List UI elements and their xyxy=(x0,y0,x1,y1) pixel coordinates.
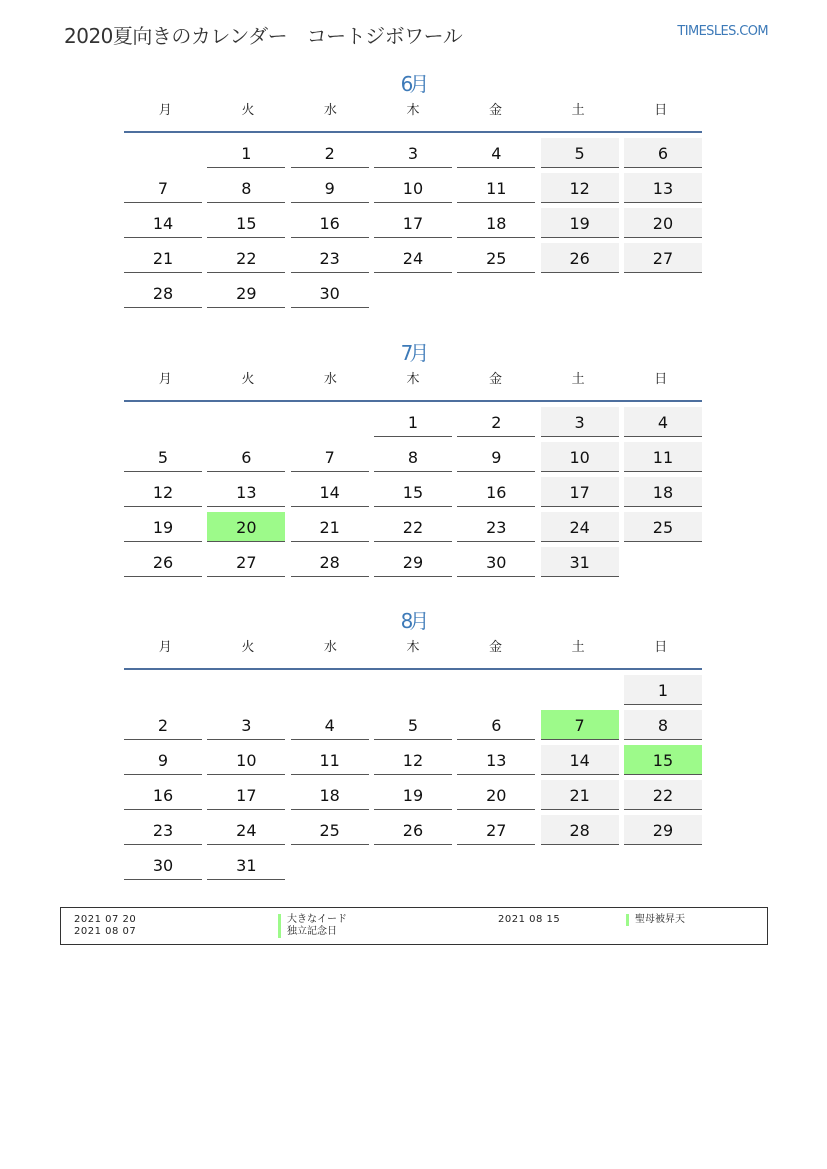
day-cell: 17 xyxy=(374,208,452,238)
day-cell: 1 xyxy=(374,407,452,437)
holiday-legend xyxy=(60,907,768,945)
day-cell: 19 xyxy=(541,208,619,238)
day-cell: 13 xyxy=(624,173,702,203)
day-cell: 21 xyxy=(291,512,369,542)
weekday-label: 月 xyxy=(158,640,172,655)
day-cell: 4 xyxy=(291,710,369,740)
legend-holiday-name: 独立記念日 xyxy=(278,926,337,938)
day-cell: 2 xyxy=(291,138,369,168)
day-cell: 30 xyxy=(291,278,369,308)
day-cell: 14 xyxy=(124,208,202,238)
weekday-label: 火 xyxy=(241,103,255,118)
empty-cell xyxy=(124,675,202,705)
day-cell: 16 xyxy=(124,780,202,810)
day-cell: 17 xyxy=(207,780,285,810)
day-cell: 16 xyxy=(291,208,369,238)
day-cell: 7 xyxy=(124,173,202,203)
day-cell: 27 xyxy=(207,547,285,577)
weekday-label: 日 xyxy=(654,640,668,655)
day-cell: 29 xyxy=(374,547,452,577)
weekday-header xyxy=(124,101,702,133)
day-cell: 24 xyxy=(207,815,285,845)
weekday-header xyxy=(124,370,702,402)
day-cell: 16 xyxy=(457,477,535,507)
weekday-label: 金 xyxy=(489,640,503,655)
day-cell: 24 xyxy=(374,243,452,273)
day-cell: 11 xyxy=(624,442,702,472)
day-cell: 4 xyxy=(624,407,702,437)
day-cell: 23 xyxy=(457,512,535,542)
day-cell: 27 xyxy=(624,243,702,273)
holiday-day-cell: 20 xyxy=(207,512,285,542)
day-cell: 13 xyxy=(207,477,285,507)
day-cell: 31 xyxy=(207,850,285,880)
day-cell: 5 xyxy=(124,442,202,472)
day-grid xyxy=(124,138,702,308)
weekday-label: 土 xyxy=(571,103,585,118)
empty-cell xyxy=(291,675,369,705)
day-grid xyxy=(124,407,702,577)
weekday-label: 水 xyxy=(323,640,337,655)
day-cell: 13 xyxy=(457,745,535,775)
site-link[interactable]: TIMESLES.COM xyxy=(677,24,768,39)
day-cell: 14 xyxy=(291,477,369,507)
day-cell: 17 xyxy=(541,477,619,507)
day-cell: 6 xyxy=(624,138,702,168)
day-cell: 7 xyxy=(291,442,369,472)
day-cell: 22 xyxy=(374,512,452,542)
day-cell: 12 xyxy=(374,745,452,775)
day-cell: 25 xyxy=(624,512,702,542)
weekday-label: 木 xyxy=(406,103,420,118)
empty-cell xyxy=(457,675,535,705)
weekday-label: 金 xyxy=(489,372,503,387)
day-cell: 11 xyxy=(291,745,369,775)
empty-cell xyxy=(207,407,285,437)
day-cell: 9 xyxy=(291,173,369,203)
day-cell: 14 xyxy=(541,745,619,775)
day-cell: 5 xyxy=(541,138,619,168)
day-cell: 1 xyxy=(207,138,285,168)
day-cell: 3 xyxy=(374,138,452,168)
weekday-label: 日 xyxy=(654,372,668,387)
legend-date: 2021 08 07 xyxy=(74,926,137,937)
day-cell: 18 xyxy=(457,208,535,238)
day-cell: 19 xyxy=(124,512,202,542)
empty-cell xyxy=(124,138,202,168)
day-cell: 31 xyxy=(541,547,619,577)
weekday-label: 土 xyxy=(571,640,585,655)
day-cell: 18 xyxy=(291,780,369,810)
month-title: 8月 xyxy=(400,609,426,633)
day-cell: 1 xyxy=(624,675,702,705)
day-cell: 2 xyxy=(124,710,202,740)
day-cell: 24 xyxy=(541,512,619,542)
day-grid xyxy=(124,675,702,880)
weekday-label: 木 xyxy=(406,372,420,387)
weekday-label: 日 xyxy=(654,103,668,118)
day-cell: 10 xyxy=(541,442,619,472)
day-cell: 25 xyxy=(457,243,535,273)
weekday-label: 火 xyxy=(241,640,255,655)
day-cell: 27 xyxy=(457,815,535,845)
weekday-label: 月 xyxy=(158,103,172,118)
empty-cell xyxy=(124,407,202,437)
day-cell: 3 xyxy=(207,710,285,740)
weekday-label: 金 xyxy=(489,103,503,118)
day-cell: 30 xyxy=(124,850,202,880)
day-cell: 11 xyxy=(457,173,535,203)
day-cell: 28 xyxy=(124,278,202,308)
day-cell: 9 xyxy=(457,442,535,472)
day-cell: 10 xyxy=(207,745,285,775)
day-cell: 23 xyxy=(124,815,202,845)
day-cell: 30 xyxy=(457,547,535,577)
page-title: 2020夏向きのカレンダー コートジボワール xyxy=(64,24,463,48)
day-cell: 28 xyxy=(291,547,369,577)
day-cell: 26 xyxy=(124,547,202,577)
day-cell: 22 xyxy=(624,780,702,810)
empty-cell xyxy=(541,675,619,705)
day-cell: 25 xyxy=(291,815,369,845)
day-cell: 12 xyxy=(541,173,619,203)
day-cell: 29 xyxy=(207,278,285,308)
weekday-label: 水 xyxy=(323,103,337,118)
holiday-day-cell: 7 xyxy=(541,710,619,740)
day-cell: 26 xyxy=(541,243,619,273)
weekday-label: 木 xyxy=(406,640,420,655)
day-cell: 3 xyxy=(541,407,619,437)
empty-cell xyxy=(207,675,285,705)
day-cell: 9 xyxy=(124,745,202,775)
day-cell: 6 xyxy=(457,710,535,740)
day-cell: 15 xyxy=(374,477,452,507)
month-title: 7月 xyxy=(400,341,426,365)
day-cell: 8 xyxy=(207,173,285,203)
day-cell: 23 xyxy=(291,243,369,273)
day-cell: 19 xyxy=(374,780,452,810)
empty-cell xyxy=(291,407,369,437)
legend-date: 2021 08 15 xyxy=(498,914,561,925)
weekday-header xyxy=(124,638,702,670)
legend-holiday-name: 聖母被昇天 xyxy=(626,914,685,926)
day-cell: 10 xyxy=(374,173,452,203)
month-august xyxy=(124,604,702,880)
weekday-label: 水 xyxy=(323,372,337,387)
day-cell: 21 xyxy=(124,243,202,273)
day-cell: 29 xyxy=(624,815,702,845)
weekday-label: 月 xyxy=(158,372,172,387)
day-cell: 22 xyxy=(207,243,285,273)
empty-cell xyxy=(374,675,452,705)
weekday-label: 土 xyxy=(571,372,585,387)
month-june xyxy=(124,67,702,308)
day-cell: 20 xyxy=(624,208,702,238)
day-cell: 18 xyxy=(624,477,702,507)
weekday-label: 火 xyxy=(241,372,255,387)
month-july xyxy=(124,336,702,577)
day-cell: 15 xyxy=(207,208,285,238)
day-cell: 12 xyxy=(124,477,202,507)
day-cell: 6 xyxy=(207,442,285,472)
day-cell: 2 xyxy=(457,407,535,437)
day-cell: 28 xyxy=(541,815,619,845)
day-cell: 20 xyxy=(457,780,535,810)
legend-date: 2021 07 20 xyxy=(74,914,137,925)
legend-holiday-name: 大きなイード xyxy=(278,914,347,926)
day-cell: 8 xyxy=(624,710,702,740)
day-cell: 4 xyxy=(457,138,535,168)
holiday-day-cell: 15 xyxy=(624,745,702,775)
month-title: 6月 xyxy=(400,72,426,96)
day-cell: 8 xyxy=(374,442,452,472)
day-cell: 5 xyxy=(374,710,452,740)
day-cell: 26 xyxy=(374,815,452,845)
day-cell: 21 xyxy=(541,780,619,810)
